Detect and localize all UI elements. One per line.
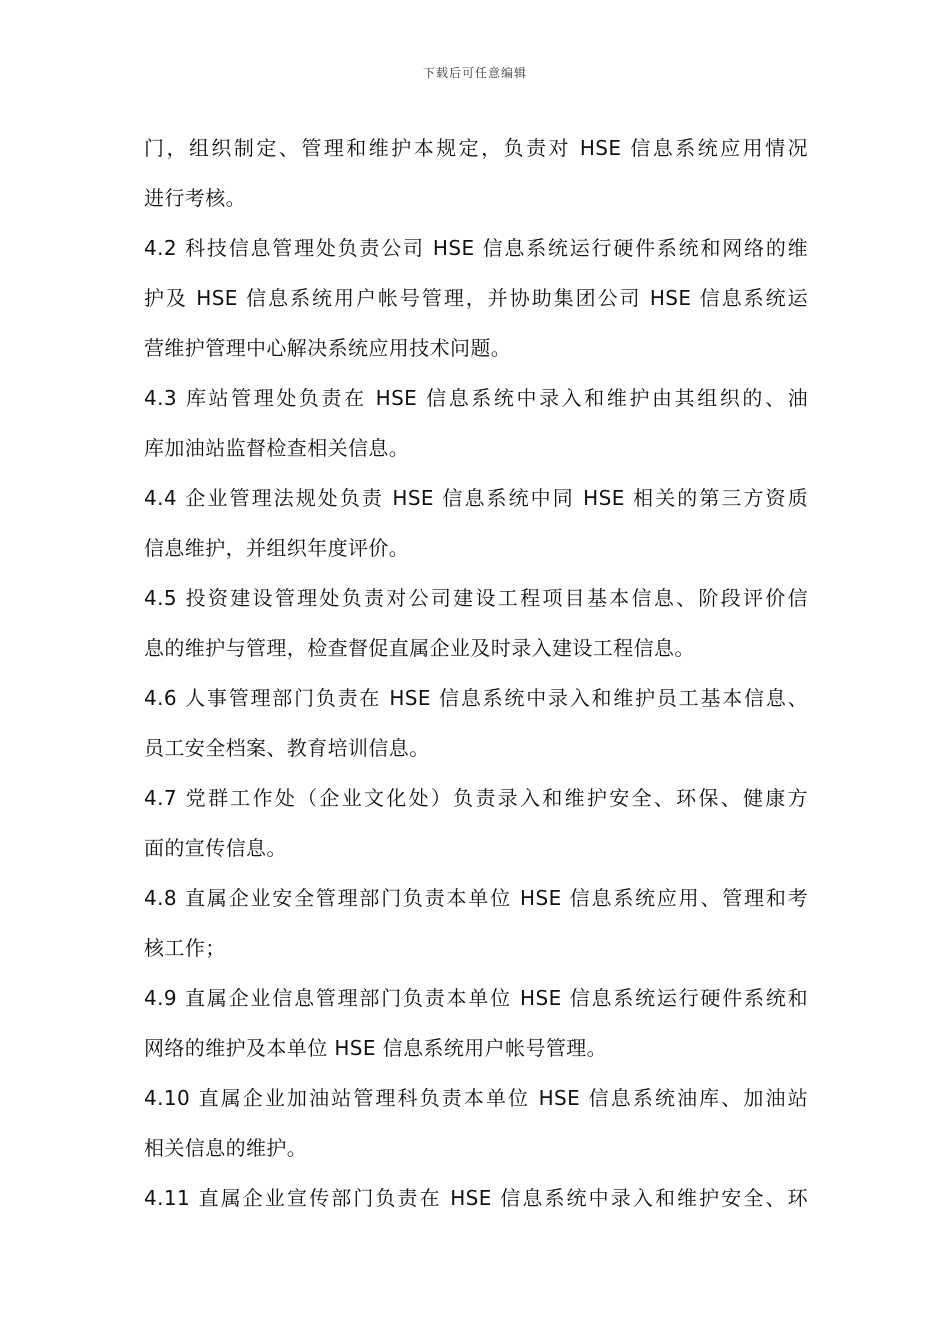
text-line: 4.11 直属企业宣传部门负责在 HSE 信息系统中录入和维护安全、环	[144, 1186, 808, 1210]
document-body	[144, 128, 808, 1228]
text-line: 网络的维护及本单位 HSE 信息系统用户帐号管理。	[144, 1036, 608, 1060]
text-line: 库加油站监督检查相关信息。	[144, 436, 410, 460]
text-line: 4.6 人事管理部门负责在 HSE 信息系统中录入和维护员工基本信息、	[144, 686, 808, 710]
text-line: 护及 HSE 信息系统用户帐号管理，并协助集团公司 HSE 信息系统运	[144, 286, 808, 310]
text-line: 信息维护，并组织年度评价。	[144, 536, 410, 560]
text-line: 4.8 直属企业安全管理部门负责本单位 HSE 信息系统应用、管理和考	[144, 886, 808, 910]
text-line: 员工安全档案、教育培训信息。	[144, 736, 430, 760]
text-line: 4.9 直属企业信息管理部门负责本单位 HSE 信息系统运行硬件系统和	[144, 986, 808, 1010]
text-line: 进行考核。	[144, 186, 246, 210]
text-line: 4.3 库站管理处负责在 HSE 信息系统中录入和维护由其组织的、油	[144, 386, 808, 410]
text-line: 4.10 直属企业加油站管理科负责本单位 HSE 信息系统油库、加油站	[144, 1086, 808, 1110]
text-line: 相关信息的维护。	[144, 1136, 308, 1160]
text-line: 营维护管理中心解决系统应用技术问题。	[144, 336, 512, 360]
text-line: 核工作；	[144, 936, 226, 960]
text-line: 4.2 科技信息管理处负责公司 HSE 信息系统运行硬件系统和网络的维	[144, 236, 808, 260]
text-line: 4.4 企业管理法规处负责 HSE 信息系统中同 HSE 相关的第三方资质	[144, 486, 808, 510]
text-line: 息的维护与管理，检查督促直属企业及时录入建设工程信息。	[144, 636, 695, 660]
text-line: 门，组织制定、管理和维护本规定，负责对 HSE 信息系统应用情况	[144, 136, 808, 160]
text-line: 4.7 党群工作处（企业文化处）负责录入和维护安全、环保、健康方	[144, 786, 808, 810]
text-line: 4.5 投资建设管理处负责对公司建设工程项目基本信息、阶段评价信	[144, 586, 808, 610]
page-header: 下载后可任意编辑	[422, 66, 527, 80]
text-line: 面的宣传信息。	[144, 836, 287, 860]
